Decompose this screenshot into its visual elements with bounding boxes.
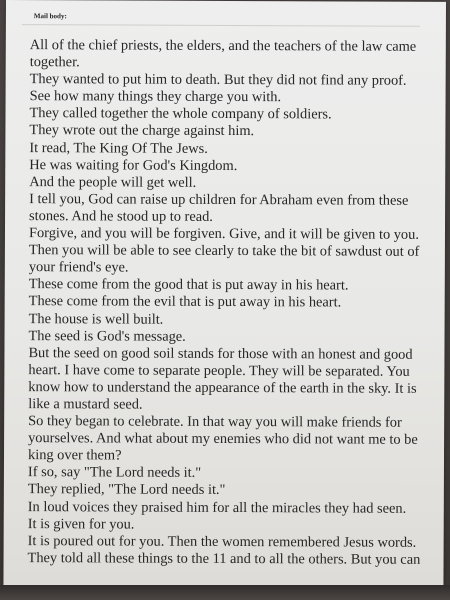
paragraph: The seed is God's message. — [28, 327, 186, 345]
header-divider — [22, 24, 420, 27]
mail-body-text — [28, 37, 430, 569]
paragraph: They replied, "The Lord needs it." — [27, 481, 226, 499]
paragraph: They wanted to put him to death. But they did not find any proof. See how many things they charge you with. — [29, 71, 407, 106]
paragraph: But the seed on good soil stands for those with an honest and good heart. I have come to separate people. They will be separated. You know how to understand the appearance of the earth in the sky. It is like a mustard seed. — [28, 344, 417, 413]
paragraph: If so, say "The Lord needs it." — [27, 464, 202, 482]
paragraph: I tell you, God can raise up children for Abraham even from these stones. And he stood up to read. — [29, 190, 409, 225]
paragraph: They told all these things to the 11 and to all the others. But you can — [27, 549, 421, 568]
paragraph: Forgive, and you will be forgiven. Give, and it will be given to you. Then you will be able to see clearly to take the bit of sawdust out of your friend's eye. — [28, 225, 420, 276]
paragraph: These come from the good that is put away in his heart. — [28, 276, 349, 294]
paragraph: They called together the whole company of soldiers. — [29, 105, 332, 123]
paragraph: They wrote out the charge against him. — [29, 122, 255, 140]
paper-sheet — [3, 0, 446, 587]
paragraph: It is given for you. — [27, 515, 135, 533]
paragraph: It read, The King Of The Jews. — [29, 139, 208, 157]
paragraph: And the people will get well. — [29, 173, 197, 191]
table-surface — [0, 585, 450, 600]
paragraph: So they began to celebrate. In that way you will make friends for yourselves. And what about my enemies who did not want me to be king over them? — [27, 413, 418, 464]
paragraph: All of the chief priests, the elders, and the teachers of the law came together. — [29, 37, 417, 71]
paragraph: The house is well built. — [28, 310, 164, 328]
mail-body-label: Mail body: — [33, 12, 67, 21]
paragraph: In loud voices they praised him for all the miracles they had seen. — [27, 498, 407, 517]
paragraph: These come from the evil that is put away in his heart. — [28, 293, 342, 311]
paragraph: It is poured out for you. Then the women remembered Jesus words. — [27, 532, 417, 551]
paragraph: He was waiting for God's Kingdom. — [29, 156, 238, 174]
